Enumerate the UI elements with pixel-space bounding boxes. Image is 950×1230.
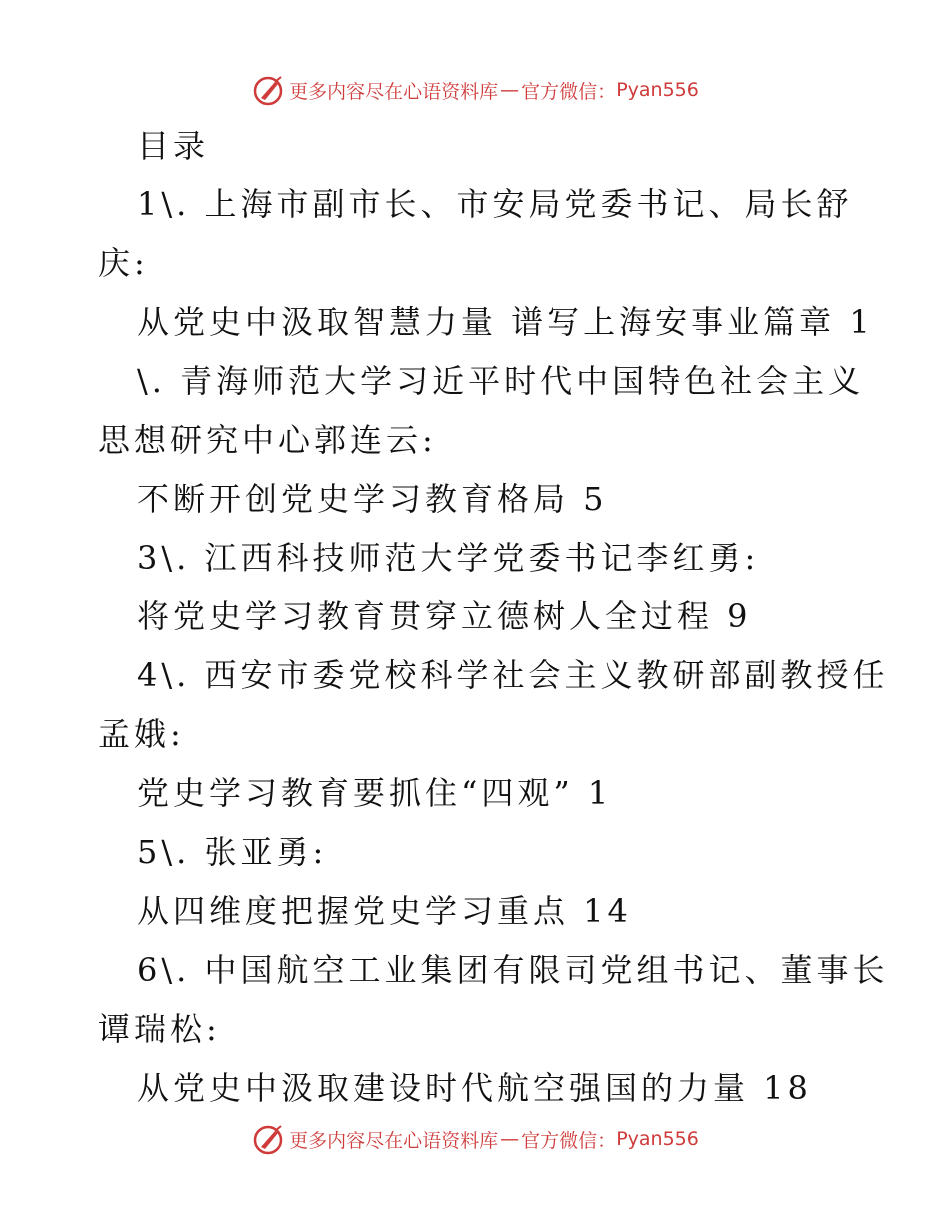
toc-line: 5\. 张亚勇: — [137, 833, 328, 871]
toc-title: 目录 — [137, 127, 210, 165]
toc-line: \. 青海师范大学习近平时代中国特色社会主义 — [137, 362, 865, 400]
toc-line: 3\. 江西科技师范大学党委书记李红勇: — [137, 539, 760, 577]
quill-pen-logo-icon — [251, 1122, 285, 1156]
toc-line: 不断开创党史学习教育格局 5 — [137, 480, 608, 518]
toc-line: 1\. 上海市副市长、市安局党委书记、局长舒 — [137, 185, 853, 223]
toc-line: 思想研究中心郭连云: — [98, 421, 437, 459]
toc-line: 将党史学习教育贯穿立德树人全过程 9 — [137, 597, 752, 635]
watermark-separator: — — [500, 79, 520, 101]
toc-line: 孟娥: — [98, 715, 185, 753]
toc-line: 从四维度把握党史学习重点 14 — [137, 892, 632, 930]
watermark-separator: — — [500, 1128, 520, 1150]
toc-line: 6\. 中国航空工业集团有限司党组书记、董事长 — [137, 951, 889, 989]
watermark-wechat-id: Pyan556 — [616, 79, 699, 101]
quill-pen-logo-icon — [251, 73, 285, 107]
watermark-text: 更多内容尽在心语资料库 — [289, 1129, 499, 1152]
toc-line: 谭瑞松: — [98, 1010, 221, 1048]
toc-line: 从党史中汲取建设时代航空强国的力量 18 — [137, 1069, 812, 1107]
watermark-wechat-label: 官方微信： — [521, 80, 617, 103]
watermark-text: 更多内容尽在心语资料库 — [289, 80, 499, 103]
toc-line: 从党史中汲取智慧力量 谱写上海安事业篇章 1 — [137, 303, 874, 341]
toc-line: 4\. 西安市委党校科学社会主义教研部副教授任 — [137, 656, 889, 694]
header-watermark — [0, 70, 950, 110]
watermark-wechat-id: Pyan556 — [616, 1128, 699, 1150]
footer-watermark — [0, 1119, 950, 1159]
toc-line: 党史学习教育要抓住“四观” 1 — [137, 774, 613, 812]
watermark-wechat-label: 官方微信： — [521, 1129, 617, 1152]
toc-line: 庆: — [98, 244, 149, 282]
